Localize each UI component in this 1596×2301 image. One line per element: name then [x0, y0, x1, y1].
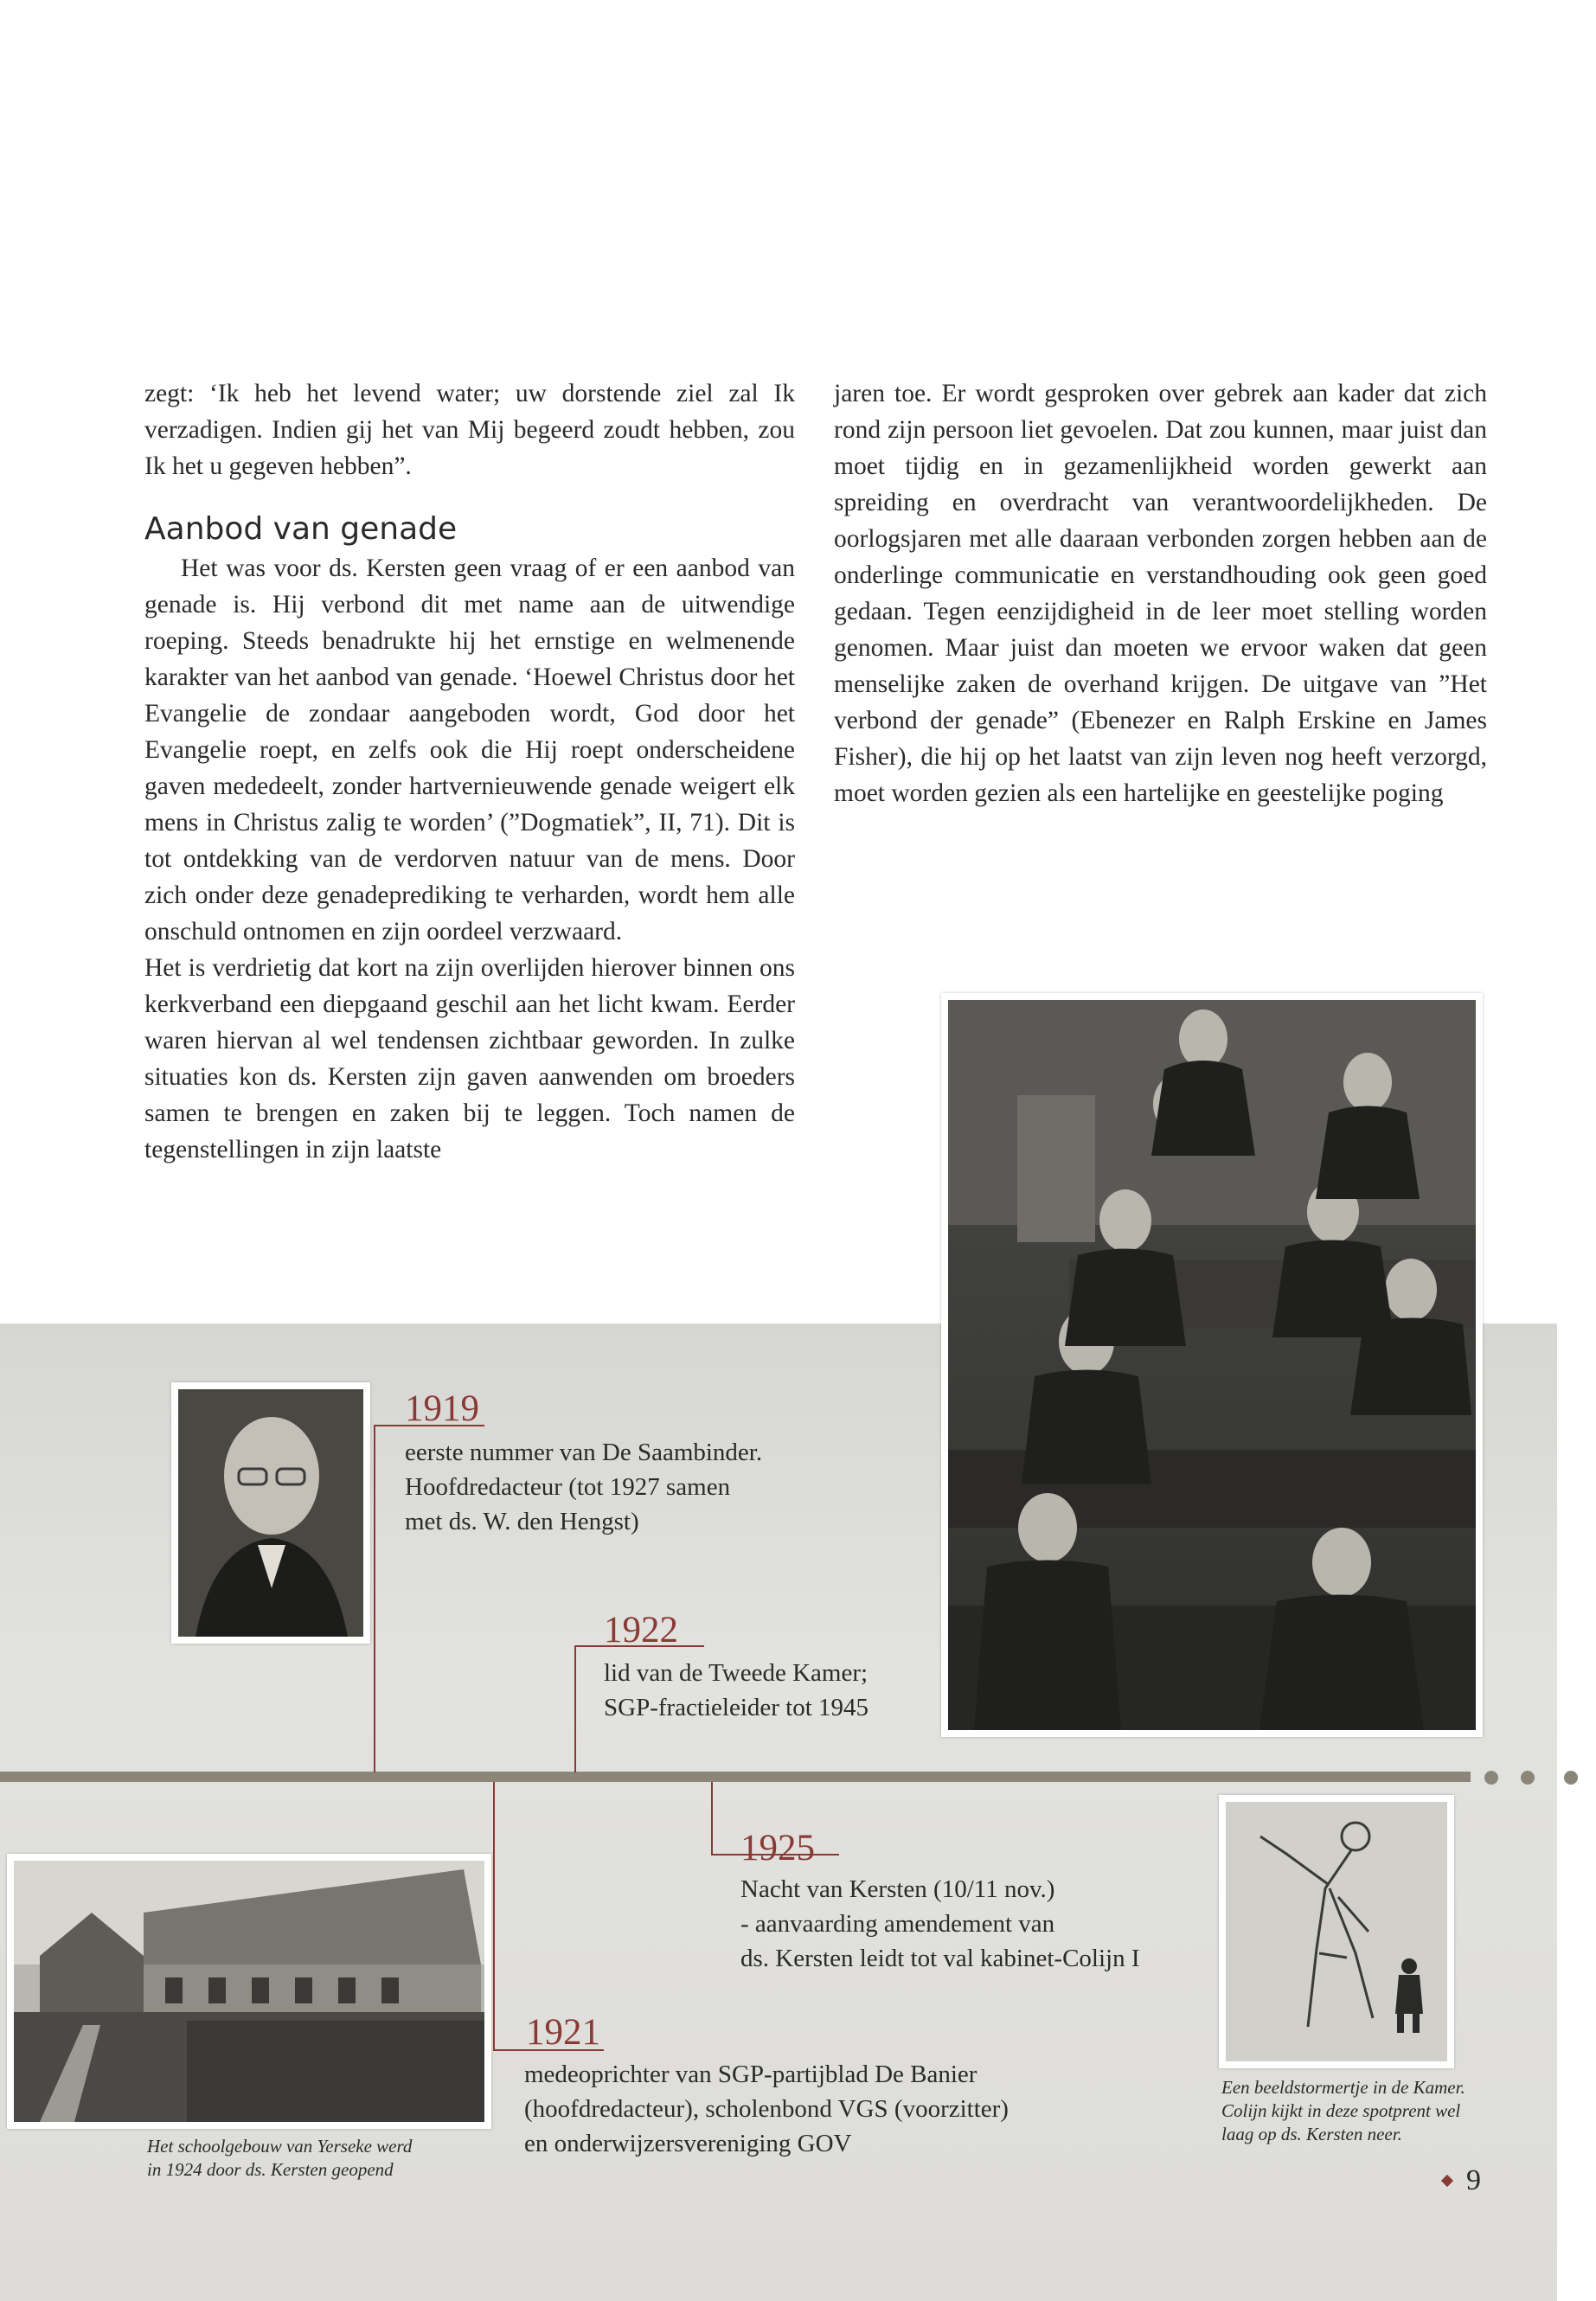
cartoon-photo	[1219, 1795, 1454, 2068]
paragraph: jaren toe. Er wordt gesproken over gebrek aan kader dat zich rond zijn persoon liet gevoelen. Dat zou kunnen, maar juist dan moet tijdig en in gezamenlijkheid worden gewerkt aan spreiding en overdracht van verantwoordelijkheden. De oorlogsjaren met alle daaraan verbonden zorgen hebben aan de onderlinge communicatie en verstandhouding ook geen goed gedaan. Tegen eenzijdigheid in de leer moet stelling worden genomen. Maar juist dan moeten we ervoor waken dat geen menselijke zaken de overhand krijgen. De uitgave van ”Het verbond der genade” (Ebenezer en Ralph Erskine en James Fisher), die hij op het laatst van zijn leven nog heeft verzorgd, moet worden gezien als een hartelijke en geestelijke poging	[834, 380, 1487, 807]
timeline-text-1922: lid van de Tweede Kamer; SGP-fractieleider tot 1945	[604, 1659, 869, 1721]
portrait-photo	[171, 1382, 370, 1644]
article-left-column	[144, 375, 795, 1168]
timeline-year-1925: 1925	[740, 1828, 815, 1868]
paragraph: Het was voor ds. Kersten geen vraag of er een aanbod van genade is. Hij verbond dit met name aan de uitwendige roeping. Steeds benadrukte hij het ernstige en welmenende karakter van het aanbod van genade. ‘Hoewel Christus door het Evangelie de zondaar aangeboden wordt, God door het Evangelie roept, en zelfs ook die Hij roept onderscheidene gaven mededeelt, zonder hartvernieuwende genade weigert elk mens in Christus zalig te worden’ (”Dogmatiek”, II, 71). Dit is tot ontdekking van de verdorven natuur van de mens. Door zich onder deze genadeprediking te verharden, wordt hem alle onschuld ontnomen en zijn oordeel verzwaard.	[144, 554, 795, 945]
page-margin	[1557, 1324, 1596, 2301]
timeline-dot	[1564, 1771, 1578, 1785]
timeline-year-1922: 1922	[604, 1610, 678, 1650]
connector-1921	[493, 1782, 495, 2050]
connector-1925	[711, 1782, 713, 1855]
timeline-year-1919: 1919	[405, 1388, 479, 1429]
paragraph: zegt: ‘Ik heb het levend water; uw dorstende ziel zal Ik verzadigen. Indien gij het van Mij begeerd zoudt hebben, zou Ik het u gegeven hebben”.	[144, 380, 795, 480]
section-heading: Aanbod van genade	[144, 511, 458, 547]
timeline-text-1925: Nacht van Kersten (10/11 nov.) - aanvaarding amendement van ds. Kersten leidt tot val kabinet-Colijn I	[740, 1875, 1140, 1972]
paragraph: Het is verdrietig dat kort na zijn overlijden hierover binnen ons kerkverband een diepgaand geschil aan het licht kwam. Eerder waren hiervan al wel tendensen zichtbaar geworden. In zulke situaties kon ds. Kersten zijn gaven aanwenden om broeders samen te brengen en zaken bij te leggen. Toch namen de tegenstellingen in zijn laatste	[144, 954, 795, 1163]
parliament-group-photo	[941, 993, 1483, 1737]
portrait-image	[178, 1389, 363, 1637]
timeline-dot	[1521, 1771, 1535, 1785]
page-number: 9	[1466, 2164, 1481, 2196]
timeline-dot	[1484, 1771, 1498, 1785]
article-right-column	[834, 375, 1487, 811]
timeline-text-1921: medeoprichter van SGP-partijblad De Banier (hoofdredacteur), scholenbond VGS (voorzitter) en onderwijzersvereniging GOV	[524, 2061, 1009, 2157]
timeline-text-1919: eerste nummer van De Saambinder. Hoofdredacteur (tot 1927 samen met ds. W. den Hengst)	[405, 1439, 763, 1535]
school-image	[14, 1861, 484, 2122]
connector-1922	[574, 1645, 576, 1772]
school-building-photo	[7, 1854, 491, 2129]
school-caption: Het schoolgebouw van Yerseke werd in 1924 door ds. Kersten geopend	[147, 2136, 413, 2180]
timeline-year-1921: 1921	[526, 2012, 600, 2053]
timeline-axis	[0, 1772, 1471, 1782]
cartoon-image	[1226, 1802, 1447, 2061]
cartoon-caption: Een beeldstormertje in de Kamer. Colijn kijkt in deze spotprent wel laag op ds. Kersten neer.	[1221, 2077, 1465, 2144]
connector-1919	[374, 1425, 375, 1772]
group-photo-image	[948, 1000, 1476, 1730]
